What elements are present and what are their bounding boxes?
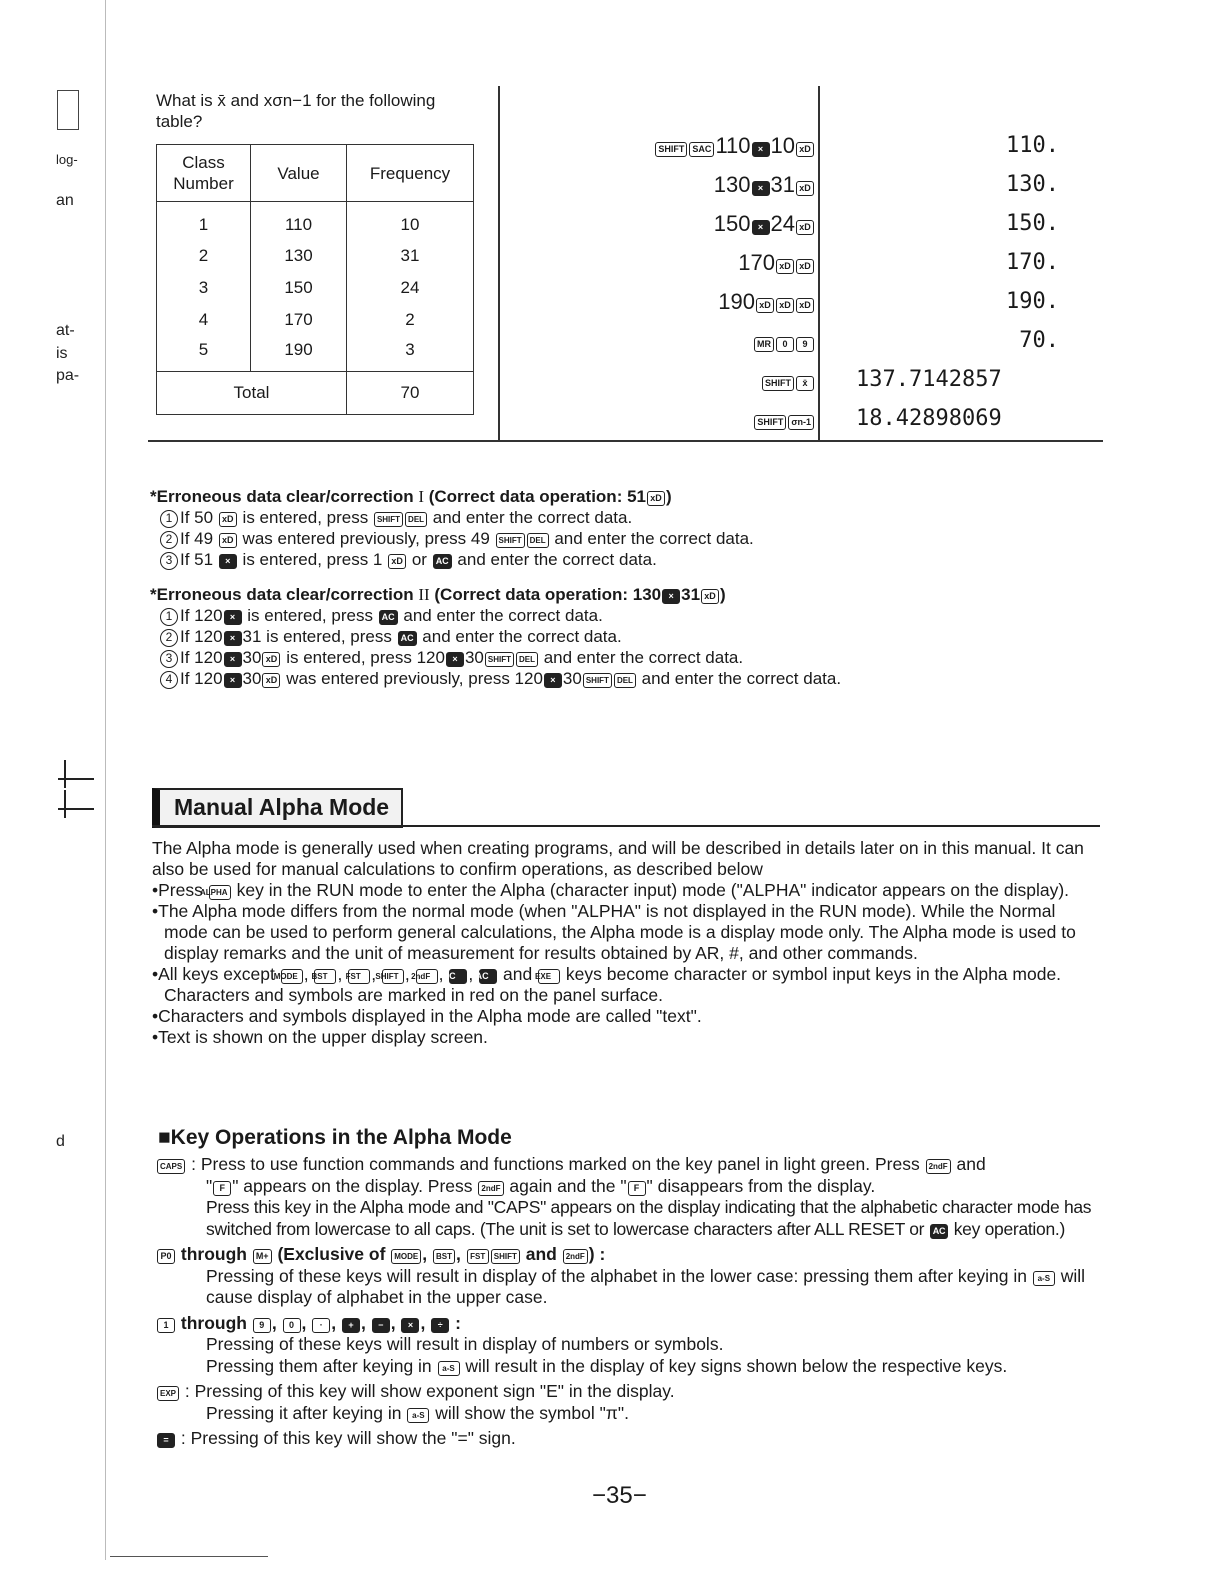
step-text: is entered, press (242, 606, 378, 625)
section-heading: Manual Alpha Mode (152, 788, 403, 828)
item-line (156, 1176, 1106, 1198)
equals-item (156, 1428, 1106, 1450)
result-value: 137.7142857 (856, 367, 1002, 392)
margin-mark (64, 790, 66, 818)
total-value: 70 (347, 372, 474, 415)
item-text: will cause display of alphabet in the upper case. (206, 1265, 1086, 1307)
multiply-key-icon: × (219, 554, 237, 569)
table-cell: 24 (347, 272, 474, 304)
exp-key-icon: EXP (157, 1386, 179, 1401)
calc-key-icon: xD (756, 298, 774, 313)
table-header: Value (251, 145, 347, 202)
mode-key-icon: MODE (391, 1249, 421, 1264)
step-text: If 51 (180, 550, 218, 569)
shift-key-icon: SHIFT (583, 673, 612, 688)
table-header: Frequency (347, 145, 474, 202)
title-text: (Correct data operation: 51 (424, 487, 646, 506)
item-line (156, 1197, 1106, 1240)
ac-key-icon: AC (930, 1224, 948, 1239)
frequency-table (156, 144, 474, 415)
exe-key-icon: EXE (538, 969, 560, 984)
result-value: 18.42898069 (856, 406, 1002, 431)
calc-key-icon: MR (754, 337, 774, 352)
plus-key-icon: + (342, 1318, 360, 1333)
margin-fragment: an (56, 192, 74, 209)
margin-mark (58, 778, 94, 780)
correction-step (150, 507, 1100, 528)
item-text: (Exclusive of (272, 1244, 391, 1264)
item-line (156, 1266, 1106, 1309)
multiply-key-icon: × (224, 673, 242, 688)
item-text: Press this key in the Alpha mode and "CAPS" appears on the display indicating that the alphabetic character mode has switched from lowercase to all caps. (The unit is set to lowercase characters after ALL RESET or (206, 1197, 1092, 1239)
item-text: " (206, 1175, 213, 1196)
table-row (157, 272, 474, 304)
item-text: again and the " (504, 1175, 627, 1196)
key-1-icon: 1 (157, 1318, 175, 1333)
item-line (156, 1428, 1106, 1450)
alpha-key-icon: ALPHA (209, 885, 231, 900)
item-line: 1 through 9 , 0 , · , + , − , × , ÷ : (156, 1313, 1106, 1335)
step-text: 30 (464, 648, 484, 667)
item-text: " appears on the display. Press (232, 1175, 478, 1196)
table-row (157, 202, 474, 240)
bst-key-icon: BST (433, 1249, 455, 1264)
calc-key-icon: × (752, 220, 770, 235)
operation-text: 190 (718, 289, 755, 314)
bullet-item: •Text is shown on the upper display screen. (152, 1027, 488, 1047)
bottom-rule (110, 1556, 268, 1557)
step-number: 3 (160, 552, 178, 570)
step-number: 1 (160, 510, 178, 528)
item-line (156, 1381, 1106, 1403)
correction-step (150, 528, 1100, 549)
ac-key-icon: AC (479, 969, 497, 984)
calc-key-icon: xD (796, 220, 814, 235)
2ndf-key-icon: 2ndF (926, 1159, 951, 1174)
caps-key-icon: CAPS (157, 1159, 185, 1174)
shift-key-icon: SHIFT (382, 969, 404, 984)
step-text: and enter the correct data. (452, 550, 657, 569)
operation-row (503, 165, 815, 204)
table-cell: 10 (347, 202, 474, 240)
xd-key-icon: xD (647, 491, 665, 506)
total-label: Total (157, 372, 347, 415)
bullet-text: •All keys except (152, 964, 280, 984)
calc-key-icon: SHIFT (655, 142, 687, 157)
table-cell: 130 (251, 240, 347, 272)
step-number: 2 (160, 629, 178, 647)
result-value: 130. (1006, 172, 1059, 197)
bullet-item: •The Alpha mode differs from the normal mode (when "ALPHA" is not displayed in the RUN mode). While the Normal mode can be used to perform general calculations, the Alpha mode is a display mode only. The Alpha mode is used to display remarks and the unit of measurement for results obtained by AR, #, and other commands. (152, 901, 1076, 963)
calc-key-icon: SAC (689, 142, 714, 157)
item-text: through (176, 1244, 252, 1264)
item-text: will show the symbol "π". (430, 1402, 629, 1423)
del-key-icon: DEL (614, 673, 636, 688)
margin-fragment: at- (56, 322, 75, 339)
margin-mark (64, 760, 66, 788)
step-text: was entered previously, press 120 (281, 669, 543, 688)
calc-key-icon: 9 (796, 337, 814, 352)
alpha-shift-key-icon: a-S (438, 1361, 460, 1376)
key-9-icon: 9 (253, 1318, 271, 1333)
number-keys-item (156, 1313, 1106, 1378)
title-numeral: I (418, 487, 424, 506)
calc-key-icon: SHIFT (762, 376, 794, 391)
key-0-icon: 0 (283, 1318, 301, 1333)
table-cell: 110 (251, 202, 347, 240)
step-text: and enter the correct data. (398, 606, 603, 625)
result-value: 150. (1006, 211, 1059, 236)
section-title (150, 486, 1100, 507)
step-number: 2 (160, 531, 178, 549)
step-text: If 50 (180, 508, 218, 527)
equals-key-icon: = (157, 1433, 175, 1448)
erroneous-data-section-2 (150, 584, 1100, 689)
calc-key-icon: 0 (776, 337, 794, 352)
2ndf-key-icon: 2ndF (478, 1181, 503, 1196)
del-key-icon: DEL (405, 512, 427, 527)
operation-row (503, 204, 815, 243)
result-value: 110. (1006, 133, 1059, 158)
key-point-icon: · (312, 1318, 330, 1333)
table-total-row (157, 372, 474, 415)
ac-key-icon: AC (433, 554, 452, 569)
item-line: P0 through M+ (Exclusive of MODE , BST , FST SHIFT and 2ndF ) : (156, 1244, 1106, 1266)
divide-key-icon: ÷ (431, 1318, 449, 1333)
margin-fragment: d (56, 1133, 65, 1150)
calc-key-icon: xD (796, 142, 814, 157)
step-text: and enter the correct data. (538, 648, 744, 667)
table-cell: 170 (251, 304, 347, 336)
step-text: and enter the correct data. (549, 529, 754, 548)
step-text: If 120 (180, 648, 223, 667)
item-line (156, 1356, 1106, 1378)
table-cell: 2 (157, 240, 251, 272)
xd-key-icon: xD (388, 554, 406, 569)
table-cell: 3 (157, 272, 251, 304)
operation-row (503, 282, 815, 321)
bullet-text: •Press (152, 880, 208, 900)
step-text: If 120 (180, 627, 223, 646)
item-text: " disappears from the display. (646, 1175, 876, 1196)
multiply-key-icon: × (224, 652, 242, 667)
title-text: ) (720, 585, 726, 604)
step-text: and enter the correct data. (428, 508, 633, 527)
margin-fragment: log- (56, 152, 78, 167)
key-operations-column (503, 126, 815, 438)
xd-key-icon: xD (701, 589, 719, 604)
step-text: 30 (562, 669, 582, 688)
f-key-icon: F (213, 1181, 231, 1196)
step-number: 3 (160, 650, 178, 668)
mode-key-icon: MODE (281, 969, 303, 984)
multiply-key-icon: × (401, 1318, 419, 1333)
item-text: and (520, 1244, 562, 1264)
shift-key-icon: SHIFT (374, 512, 403, 527)
shift-key-icon: SHIFT (496, 533, 525, 548)
correction-step (150, 647, 1100, 668)
table-header: Class Number (157, 145, 251, 202)
item-line (156, 1154, 1106, 1176)
ac-key-icon: AC (379, 610, 398, 625)
section-title (150, 584, 1100, 605)
margin-fragment: is (56, 345, 68, 362)
calc-key-icon: × (752, 181, 770, 196)
del-key-icon: DEL (516, 652, 538, 667)
2ndf-key-icon: 2ndF (563, 1249, 588, 1264)
step-text: 30 (242, 648, 262, 667)
bullet-item (152, 880, 1102, 901)
item-text: ) : (588, 1244, 606, 1264)
multiply-key-icon: × (224, 631, 242, 646)
step-text: 30 (242, 669, 262, 688)
table-row (157, 240, 474, 272)
margin-mark (58, 808, 94, 810)
fst-key-icon: FST (467, 1249, 489, 1264)
title-numeral: II (418, 585, 430, 604)
example-section (148, 86, 1103, 446)
caps-item (156, 1154, 1106, 1240)
minus-key-icon: − (372, 1318, 390, 1333)
2ndf-key-icon: 2ndF (416, 969, 438, 984)
erroneous-data-section-1 (150, 486, 1100, 570)
step-text: is entered, press 1 (237, 550, 388, 569)
item-line: Pressing of these keys will result in display of numbers or symbols. (206, 1334, 724, 1354)
item-text: Pressing of these keys will result in display of the alphabet in the lower case: pressing them after keying in (206, 1265, 1032, 1286)
item-text: through (176, 1312, 252, 1333)
correction-step (150, 549, 1100, 570)
step-text: If 120 (180, 669, 223, 688)
correction-step (150, 605, 1100, 626)
bullet-text: key in the RUN mode to enter the Alpha (character input) mode ("ALPHA" indicator appears on the display). (231, 880, 1070, 900)
step-text: and enter the correct data. (417, 627, 622, 646)
p0-key-icon: P0 (157, 1249, 175, 1264)
page-number: −35− (592, 1482, 647, 1509)
correction-step (150, 626, 1100, 647)
results-column (824, 126, 1059, 438)
key-operations-list (156, 1154, 1106, 1450)
operation-text: 170 (738, 250, 775, 275)
step-text: If 49 (180, 529, 218, 548)
table-cell: 5 (157, 336, 251, 372)
table-cell: 190 (251, 336, 347, 372)
step-text: or (407, 550, 432, 569)
step-text: 31 is entered, press (242, 627, 397, 646)
column-divider (498, 86, 500, 442)
title-text: *Erroneous data clear/correction (150, 487, 419, 506)
calc-key-icon: × (752, 142, 770, 157)
alpha-mode-body (152, 838, 1102, 1048)
fst-key-icon: FST (348, 969, 370, 984)
calc-key-icon: σn-1 (788, 415, 814, 430)
table-cell: 150 (251, 272, 347, 304)
step-text: is entered, press 120 (281, 648, 445, 667)
operation-text: 10 (770, 133, 795, 158)
shift-key-icon: SHIFT (491, 1249, 520, 1264)
column-divider (818, 86, 820, 442)
multiply-key-icon: × (446, 652, 464, 667)
table-cell: 31 (347, 240, 474, 272)
operation-row (503, 243, 815, 282)
multiply-key-icon: × (544, 673, 562, 688)
item-text: and (951, 1154, 986, 1174)
step-text: is entered, press (237, 508, 373, 527)
item-text: : Pressing of this key will show the "=" sign. (180, 1428, 516, 1448)
calc-key-icon: xD (796, 259, 814, 274)
xd-key-icon: xD (219, 512, 237, 527)
xd-key-icon: xD (262, 652, 280, 667)
item-text: key operation.) (949, 1218, 1065, 1239)
table-cell: 2 (347, 304, 474, 336)
title-text: *Erroneous data clear/correction (150, 585, 419, 604)
bullet-item: •All keys except MODE , BST , FST , SHIFT , 2ndF , C , AC and EXE keys become character or symbol input keys in the Alpha mode. Characters and symbols are marked in red on the panel surface. (152, 964, 1062, 1005)
operation-row (503, 126, 815, 165)
result-value: 170. (1006, 250, 1059, 275)
left-margin-remnants (0, 0, 110, 1584)
ac-key-icon: AC (398, 631, 417, 646)
f-key-icon: F (628, 1181, 646, 1196)
calc-key-icon: xD (796, 298, 814, 313)
step-number: 4 (160, 671, 178, 689)
step-number: 1 (160, 608, 178, 626)
multiply-key-icon: × (224, 610, 242, 625)
xd-key-icon: xD (219, 533, 237, 548)
operation-text: 110 (715, 133, 751, 158)
correction-step (150, 668, 1100, 689)
operation-text: 31 (770, 172, 795, 197)
item-text: Pressing it after keying in (206, 1402, 407, 1423)
c-key-icon: C (449, 969, 467, 984)
xd-key-icon: xD (262, 673, 280, 688)
calc-key-icon: SHIFT (754, 415, 786, 430)
item-line (156, 1403, 1106, 1425)
step-text: If 120 (180, 606, 223, 625)
alpha-shift-key-icon: a-S (1033, 1271, 1055, 1286)
calc-key-icon: xD (776, 298, 794, 313)
operation-row (503, 399, 815, 438)
m-plus-key-icon: M+ (253, 1249, 272, 1264)
bullet-text: keys become character or symbol input keys in the Alpha mode. Characters and symbols are marked in red on the panel surface. (164, 964, 1062, 1005)
margin-fragment: pa- (56, 367, 80, 384)
operation-text: 130 (713, 172, 751, 197)
table-cell: 3 (347, 336, 474, 372)
shift-key-icon: SHIFT (485, 652, 514, 667)
table-cell: 4 (157, 304, 251, 336)
item-text: : (450, 1312, 461, 1333)
title-text: ) (666, 487, 672, 506)
item-text: : Pressing of this key will show exponent sign "E" in the display. (184, 1381, 675, 1401)
operation-row (503, 360, 815, 399)
multiply-key-icon: × (662, 589, 680, 604)
del-key-icon: DEL (527, 533, 549, 548)
calc-key-icon: x̄ (796, 376, 814, 391)
operation-text: 24 (770, 211, 795, 236)
alpha-shift-key-icon: a-S (407, 1408, 429, 1423)
step-text: and enter the correct data. (636, 669, 842, 688)
example-question: What is x̄ and xσn−1 for the following table? (156, 91, 436, 131)
table-row (157, 336, 474, 372)
table-cell: 1 (157, 202, 251, 240)
calc-key-icon: xD (796, 181, 814, 196)
result-value: 70. (1019, 328, 1059, 353)
table-row (157, 304, 474, 336)
heading-rule (152, 825, 1100, 827)
section-divider (148, 440, 1103, 442)
title-text: (Correct data operation: 130 (429, 585, 662, 604)
operation-text: 150 (713, 211, 751, 236)
title-text: 31 (681, 585, 701, 604)
bullet-text: and (498, 964, 538, 984)
item-text: will result in the display of key signs shown below the respective keys. (460, 1355, 1008, 1376)
calc-key-icon: xD (776, 259, 794, 274)
bullet-item: •Characters and symbols displayed in the Alpha mode are called "text". (152, 1006, 702, 1026)
item-text: : Press to use function commands and functions marked on the key panel in light green. Press (191, 1154, 925, 1174)
margin-line (105, 0, 106, 1560)
result-value: 190. (1006, 289, 1059, 314)
margin-box (57, 90, 79, 130)
step-text: was entered previously, press 49 (237, 529, 495, 548)
exp-item (156, 1381, 1106, 1424)
bst-key-icon: BST (314, 969, 336, 984)
p0-item (156, 1244, 1106, 1309)
item-text: Pressing them after keying in (206, 1355, 437, 1376)
paragraph: The Alpha mode is generally used when creating programs, and will be described in details later on in this manual. It can also be used for manual calculations to confirm operations, as described below (152, 838, 1084, 879)
subsection-heading: ■Key Operations in the Alpha Mode (158, 1126, 512, 1149)
operation-row (503, 321, 815, 360)
